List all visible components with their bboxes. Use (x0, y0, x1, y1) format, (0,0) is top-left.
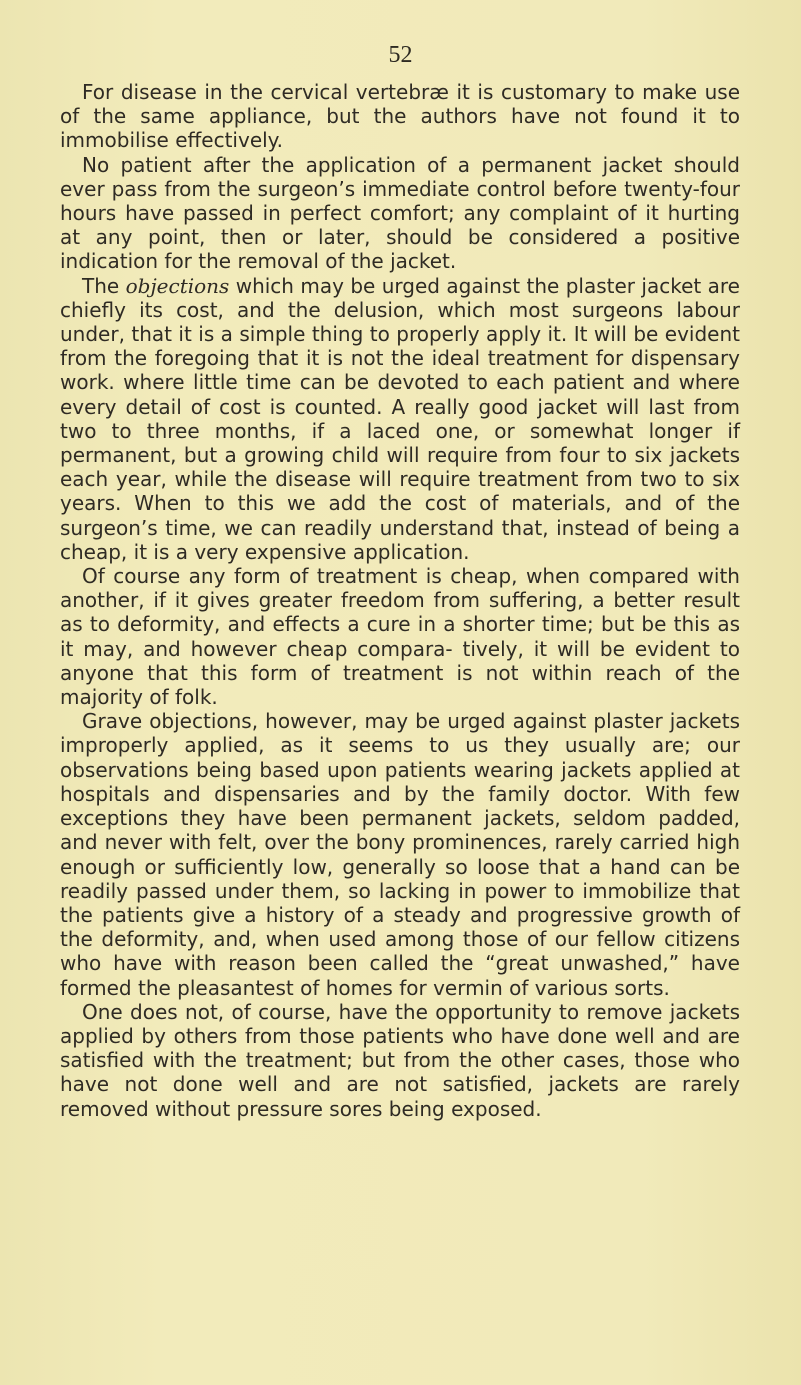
paragraph-text-start: The (82, 273, 126, 298)
paragraph-cost-comparison (60, 564, 740, 709)
paragraph-text-rest: which may be urged against the plaster jacket are chiefly its cost, and the delusion, which most surgeons labour under, that it is a simple thing to properly apply it. It will be evident from the foregoing that it is not the ideal treatment for dispensary work. where little time can be devoted to each patient and where every detail of cost is counted. A really good jacket will last from two to three months, if a laced one, or somewhat longer if permanent, but a growing child will require from four to six jackets each year, while the disease will require treatment from two to six years. When to this we add the cost of materials, and of the surgeon’s time, we can readily understand that, instead of being a cheap, it is a very expensive application. (60, 273, 740, 564)
paragraph-cervical-vertebrae (60, 80, 740, 153)
paragraph-text: Of course any form of treatment is cheap, when compared with another, if it gives greater freedom from suffering, a better result as to deformity, and effects a cure in a shorter time; but be this as it may, and however cheap compara- tively, it will be evident to anyone that this form of treatment is not within reach of the majority of folk. (60, 564, 740, 710)
paragraph-objections (60, 274, 740, 564)
paragraph-text: No patient after the application of a permanent jacket should ever pass from the surgeon’s immediate control before twenty-four hours have passed in perfect comfort; any complaint of it hurting at any point, then or later, should be considered a positive indication for the removal of the jacket. (60, 152, 740, 274)
body-text (60, 80, 740, 1121)
paragraph-text: One does not, of course, have the opportunity to remove jackets applied by others from those patients who have done well and are satisfied with the treatment; but from the other cases, those who have not done well and are not satisfied, jackets are rarely removed without pressure sores being exposed. (60, 999, 740, 1121)
paragraph-text: For disease in the cervical vertebræ it is customary to make use of the same appliance, but the authors have not found it to immobilise effectively. (60, 80, 740, 153)
italic-term: objections (125, 273, 230, 298)
paragraph-pressure-sores (60, 1000, 740, 1121)
paragraph-grave-objections (60, 709, 740, 999)
paragraph-text: Grave objections, however, may be urged against plaster jackets improperly applied, as it seems to us they usually are; our observations being based upon patients wearing jackets applied at hospitals and dispensaries and by the family doctor. With few exceptions they have been permanent jackets, seldom padded, and never with felt, over the bony prominences, rarely carried high enough or sufficiently low, generally so loose that a hand can be readily passed under them, so lacking in power to immobilize that the patients give a history of a steady and progressive growth of the deformity, and, when used among those of our fellow citizens who have with reason been called the “great unwashed,” have formed the pleasantest of homes for vermin of various sorts. (60, 709, 740, 1000)
page-number: 52 (388, 42, 413, 68)
paragraph-patient-control (60, 153, 740, 274)
